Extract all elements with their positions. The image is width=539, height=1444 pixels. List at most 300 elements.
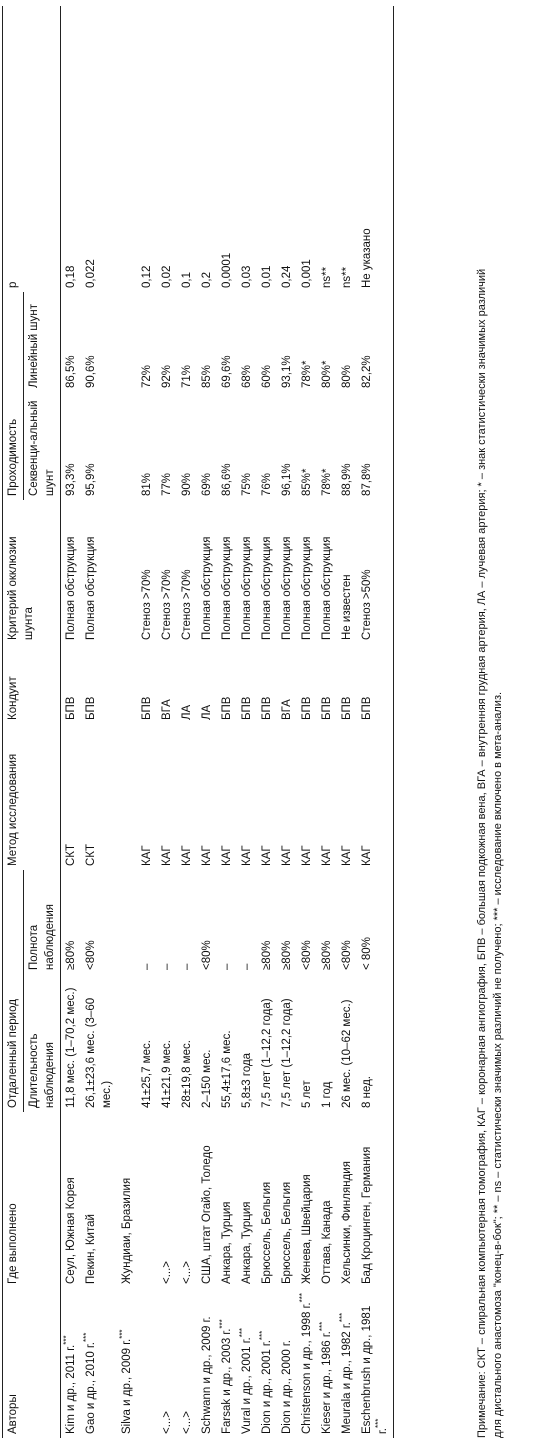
- cell-full-text: ≥80%: [321, 940, 333, 970]
- cell-full: [257, 870, 277, 974]
- cell-p: [317, 6, 337, 292]
- cell-p: [337, 6, 357, 292]
- cell-place: [217, 1112, 237, 1288]
- cell-p-text: 0,0001: [221, 252, 233, 288]
- table-row: [337, 6, 357, 1438]
- cell-method-text: КАГ: [341, 845, 353, 866]
- results-table: [2, 6, 394, 1438]
- cell-lin-text: 80%*: [321, 360, 333, 388]
- cell-seq-text: 87,8%: [361, 463, 373, 496]
- cell-method-text: КАГ: [321, 845, 333, 866]
- cell-author: [197, 1288, 217, 1438]
- cell-duration: [157, 974, 177, 1112]
- cell-duration-text: 26,1±23,6 мес. (3–60 мес.): [85, 997, 113, 1108]
- cell-seq-text: 95,9%: [85, 463, 97, 496]
- cell-seq: [157, 392, 177, 500]
- cell-lin-text: 78%*: [301, 360, 313, 388]
- cell-criteria: [297, 500, 317, 644]
- cell-method: [277, 724, 297, 870]
- cell-author: [257, 1288, 277, 1438]
- cell-criteria-text: Стеноз >70%: [181, 569, 193, 640]
- cell-duration-text: 5,8±3 года: [241, 1052, 253, 1108]
- cell-place-text: Брюссель, Бельгия: [281, 1181, 293, 1284]
- cell-criteria-text: Стеноз >50%: [361, 569, 373, 640]
- cell-duration: [297, 974, 317, 1112]
- cell-author-text: Meurala и др., 1982 г.: [341, 1322, 353, 1434]
- table-row: [197, 6, 217, 1438]
- cell-author-text: <...>: [181, 1410, 193, 1434]
- cell-author-text: <...>: [161, 1410, 173, 1434]
- cell-author: [237, 1288, 257, 1438]
- cell-conduit-text: БПВ: [261, 696, 273, 720]
- cell-method: [337, 724, 357, 870]
- cell-conduit: [357, 644, 394, 724]
- cell-p: [237, 6, 257, 292]
- cell-lin-text: 93,1%: [281, 355, 293, 388]
- cell-seq-text: 81%: [141, 472, 153, 496]
- cell-lin: [257, 292, 277, 392]
- header-linear: Линейный шунт: [24, 292, 61, 392]
- cell-author: [177, 1288, 197, 1438]
- cell-lin: [357, 292, 394, 392]
- cell-place: [81, 1112, 117, 1288]
- table-row: [61, 6, 82, 1438]
- cell-author: [317, 1288, 337, 1438]
- cell-seq: [81, 392, 117, 500]
- cell-seq: [357, 392, 394, 500]
- cell-seq-text: 77%: [161, 472, 173, 496]
- cell-p: [197, 6, 217, 292]
- header-criteria: Критерий окклюзии шунта: [3, 500, 61, 644]
- table-note: [474, 6, 506, 1438]
- cell-duration: [197, 974, 217, 1112]
- table-row: [357, 6, 394, 1438]
- cell-duration: [117, 974, 137, 1112]
- cell-p-text: 0,18: [65, 265, 77, 288]
- cell-author-mark: ***: [218, 1319, 228, 1329]
- cell-p: [217, 6, 237, 292]
- table-row: [81, 6, 117, 1438]
- cell-method: [157, 724, 177, 870]
- cell-place: [61, 1112, 82, 1288]
- cell-method: [177, 724, 197, 870]
- cell-full: [61, 870, 82, 974]
- cell-lin: [237, 292, 257, 392]
- cell-full-text: <80%: [341, 940, 353, 970]
- cell-author-text: Dion и др., 2000 г.: [281, 1340, 293, 1434]
- cell-method-text: КАГ: [301, 845, 313, 866]
- cell-p: [357, 6, 394, 292]
- cell-method-text: КАГ: [161, 845, 173, 866]
- cell-p-text: ns**: [341, 266, 353, 288]
- note-line-2: для дистального анастомоза "конец-в-бок"; ** – ns – статистически значимых различий не получено; *** – исследование включено в мета-анализ.: [492, 691, 504, 1438]
- cell-full-text: –: [181, 963, 193, 970]
- header-p: p: [3, 6, 61, 292]
- cell-author: [357, 1288, 394, 1438]
- cell-duration: [357, 974, 394, 1112]
- cell-place-text: <...>: [181, 1260, 193, 1284]
- cell-seq-text: 76%: [261, 472, 273, 496]
- cell-author: [297, 1288, 317, 1438]
- cell-place: [117, 1112, 137, 1288]
- cell-duration-text: 7,5 лет (1–12,2 года): [281, 998, 293, 1108]
- cell-author-mark: ***: [374, 1418, 384, 1428]
- cell-full: [237, 870, 257, 974]
- cell-conduit: [137, 644, 157, 724]
- cell-criteria-text: Полная обструкция: [201, 536, 213, 640]
- cell-place: [257, 1112, 277, 1288]
- cell-conduit: [117, 644, 137, 724]
- cell-p-text: 0,1: [181, 272, 193, 288]
- cell-duration-text: 41±25,7 мес.: [141, 1040, 153, 1108]
- cell-seq: [257, 392, 277, 500]
- cell-duration-text: 7,5 лет (1–12,2 года): [261, 998, 273, 1108]
- cell-seq-text: 90%: [181, 472, 193, 496]
- cell-p-text: Не указано: [361, 228, 373, 288]
- cell-criteria-text: Полная обструкция: [65, 536, 77, 640]
- cell-conduit: [277, 644, 297, 724]
- cell-lin: [337, 292, 357, 392]
- cell-method-text: КАГ: [221, 845, 233, 866]
- cell-seq-text: 78%*: [321, 468, 333, 496]
- cell-author-mark: ***: [62, 1335, 72, 1345]
- cell-conduit-text: БПВ: [65, 696, 77, 720]
- cell-conduit: [237, 644, 257, 724]
- cell-p: [81, 6, 117, 292]
- cell-seq-text: 93,3%: [65, 463, 77, 496]
- cell-author-mark: ***: [338, 1312, 348, 1323]
- cell-method: [317, 724, 337, 870]
- cell-place-text: Жундиаи, Бразилия: [121, 1177, 133, 1284]
- cell-conduit-text: БПВ: [361, 696, 373, 720]
- cell-full: [197, 870, 217, 974]
- cell-author: [137, 1288, 157, 1438]
- cell-conduit: [317, 644, 337, 724]
- cell-full-text: –: [221, 963, 233, 970]
- cell-lin: [317, 292, 337, 392]
- cell-conduit-text: БПВ: [341, 696, 353, 720]
- cell-author-mark: ***: [258, 1330, 268, 1341]
- cell-p-text: 0,2: [201, 272, 213, 288]
- cell-place-text: Бад Кроцинген, Германия: [361, 1146, 373, 1284]
- cell-full-text: –: [161, 963, 173, 970]
- cell-author-text: Kim и др., 2011 г.: [65, 1344, 77, 1434]
- cell-lin: [137, 292, 157, 392]
- cell-duration-text: 41±21,9 мес.: [161, 1040, 173, 1108]
- cell-duration-text: 5 лет: [301, 1080, 313, 1108]
- cell-place: [337, 1112, 357, 1288]
- cell-criteria-text: Полная обструкция: [281, 536, 293, 640]
- cell-lin-text: 85%: [201, 364, 213, 388]
- cell-conduit-text: БПВ: [141, 696, 153, 720]
- cell-seq: [217, 392, 237, 500]
- cell-criteria-text: Полная обструкция: [321, 536, 333, 640]
- cell-conduit-text: БПВ: [85, 696, 97, 720]
- cell-method: [137, 724, 157, 870]
- cell-duration: [81, 974, 117, 1112]
- cell-lin: [61, 292, 82, 392]
- cell-place-text: Женева, Швейцария: [301, 1174, 313, 1284]
- cell-author: [61, 1288, 82, 1438]
- table-row: [177, 6, 197, 1438]
- cell-author-text: Eschenbrush и др., 1981 г.: [361, 1305, 389, 1434]
- cell-place: [237, 1112, 257, 1288]
- cell-place-text: Сеул, Южная Корея: [65, 1177, 77, 1284]
- cell-seq: [137, 392, 157, 500]
- cell-place-text: Оттава, Канада: [321, 1200, 333, 1284]
- cell-criteria: [237, 500, 257, 644]
- cell-seq: [197, 392, 217, 500]
- cell-p: [257, 6, 277, 292]
- cell-author-text: Christenson и др., 1998 г.: [301, 1302, 313, 1434]
- cell-place-text: США, штат Огайо, Толедо: [201, 1145, 213, 1284]
- cell-conduit: [61, 644, 82, 724]
- cell-full-text: –: [241, 963, 253, 970]
- cell-author: [277, 1288, 297, 1438]
- cell-method: [61, 724, 82, 870]
- cell-duration-text: 26 мес. (10–62 мес.): [341, 999, 353, 1108]
- cell-author-text: Gao и др., 2010 г.: [85, 1341, 97, 1434]
- table-row: [297, 6, 317, 1438]
- cell-place-text: <...>: [161, 1260, 173, 1284]
- header-authors: Авторы: [3, 1288, 61, 1438]
- cell-full-text: <80%: [85, 940, 97, 970]
- cell-method-text: СКТ: [65, 843, 77, 866]
- cell-duration: [277, 974, 297, 1112]
- cell-duration-text: 28±19,8 мес.: [181, 1040, 193, 1108]
- cell-lin-text: 86,5%: [65, 355, 77, 388]
- cell-full: [117, 870, 137, 974]
- cell-conduit: [157, 644, 177, 724]
- cell-criteria-text: Полная обструкция: [85, 536, 97, 640]
- cell-lin: [117, 292, 137, 392]
- cell-conduit-text: БПВ: [221, 696, 233, 720]
- cell-method: [357, 724, 394, 870]
- cell-author: [117, 1288, 137, 1438]
- cell-criteria: [317, 500, 337, 644]
- cell-full: [317, 870, 337, 974]
- cell-criteria-text: Не известен: [341, 574, 353, 640]
- cell-full: [137, 870, 157, 974]
- cell-conduit: [217, 644, 237, 724]
- cell-place-text: Анкара, Турция: [221, 1201, 233, 1284]
- header-completeness: Полнота наблюдения: [24, 870, 61, 974]
- cell-seq-text: 75%: [241, 472, 253, 496]
- cell-duration-text: 11,8 мес. (1–70,2 мес.): [65, 987, 77, 1108]
- cell-place: [317, 1112, 337, 1288]
- header-patency: Проходимость: [3, 292, 24, 500]
- cell-criteria: [61, 500, 82, 644]
- cell-author-text: Schwann и др., 2009 г.: [201, 1316, 213, 1434]
- cell-full: [337, 870, 357, 974]
- cell-p: [157, 6, 177, 292]
- cell-lin-text: 80%: [341, 364, 353, 388]
- cell-p-text: 0,01: [261, 265, 273, 288]
- cell-duration: [61, 974, 82, 1112]
- table-row: [237, 6, 257, 1438]
- cell-criteria: [357, 500, 394, 644]
- cell-seq: [177, 392, 197, 500]
- cell-seq: [297, 392, 317, 500]
- cell-lin: [297, 292, 317, 392]
- cell-seq: [337, 392, 357, 500]
- cell-author: [81, 1288, 117, 1438]
- cell-conduit-text: ЛА: [181, 704, 193, 720]
- cell-conduit-text: ВГА: [281, 699, 293, 720]
- cell-author-text: Farsak и др., 2003 г.: [221, 1328, 233, 1434]
- table-row: [137, 6, 157, 1438]
- cell-criteria: [337, 500, 357, 644]
- cell-place-text: Пекин, Китай: [85, 1214, 97, 1284]
- cell-method: [81, 724, 117, 870]
- cell-seq: [117, 392, 137, 500]
- cell-criteria-text: Полная обструкция: [301, 536, 313, 640]
- cell-author: [217, 1288, 237, 1438]
- cell-method-text: СКТ: [85, 843, 97, 866]
- cell-criteria: [217, 500, 237, 644]
- cell-author-mark: ***: [118, 1329, 128, 1339]
- cell-duration: [317, 974, 337, 1112]
- cell-method-text: КАГ: [141, 845, 153, 866]
- cell-author: [337, 1288, 357, 1438]
- cell-duration: [337, 974, 357, 1112]
- cell-full-text: ≥80%: [261, 940, 273, 970]
- cell-method-text: КАГ: [361, 845, 373, 866]
- cell-author-text: Dion и др., 2001 г.: [261, 1340, 273, 1434]
- cell-seq: [317, 392, 337, 500]
- cell-author-mark: ***: [238, 1327, 248, 1338]
- cell-method-text: КАГ: [181, 845, 193, 866]
- cell-method: [197, 724, 217, 870]
- cell-full-text: ≥80%: [65, 940, 77, 970]
- cell-p-text: 0,022: [85, 259, 97, 288]
- cell-duration: [237, 974, 257, 1112]
- cell-lin: [217, 292, 237, 392]
- header-method: Метод исследования: [3, 724, 61, 870]
- table-row: [317, 6, 337, 1438]
- cell-seq-text: 85%*: [301, 468, 313, 496]
- cell-place-text: Анкара, Турция: [241, 1201, 253, 1284]
- cell-lin: [157, 292, 177, 392]
- cell-p-text: ns**: [321, 266, 333, 288]
- cell-lin-text: 92%: [161, 364, 173, 388]
- cell-full: [81, 870, 117, 974]
- cell-conduit: [177, 644, 197, 724]
- cell-lin-text: 68%: [241, 364, 253, 388]
- cell-lin: [177, 292, 197, 392]
- cell-full: [177, 870, 197, 974]
- header-place: Где выполнено: [3, 1112, 61, 1288]
- cell-duration: [177, 974, 197, 1112]
- table-row: [257, 6, 277, 1438]
- cell-place-text: Хельсинки, Финляндия: [341, 1161, 353, 1284]
- cell-p: [177, 6, 197, 292]
- cell-seq-text: 88,9%: [341, 463, 353, 496]
- cell-full-text: <80%: [301, 940, 313, 970]
- cell-duration-text: 55,4±17,6 мес.: [221, 1030, 233, 1108]
- cell-duration-text: 1 год: [321, 1081, 333, 1108]
- cell-criteria: [277, 500, 297, 644]
- cell-criteria-text: Стеноз >70%: [161, 569, 173, 640]
- cell-place: [297, 1112, 317, 1288]
- cell-conduit: [257, 644, 277, 724]
- cell-author-text: Silva и др., 2009 г.: [121, 1338, 133, 1434]
- cell-conduit: [337, 644, 357, 724]
- cell-method: [257, 724, 277, 870]
- cell-seq-text: 86,6%: [221, 463, 233, 496]
- cell-duration: [257, 974, 277, 1112]
- cell-lin-text: 71%: [181, 364, 193, 388]
- cell-author-mark: ***: [298, 1293, 308, 1303]
- cell-lin-text: 69,6%: [221, 355, 233, 388]
- cell-lin: [197, 292, 217, 392]
- cell-full-text: ≥80%: [281, 940, 293, 970]
- cell-p: [297, 6, 317, 292]
- cell-p-text: 0,001: [301, 259, 313, 288]
- cell-seq: [61, 392, 82, 500]
- cell-conduit-text: ВГА: [161, 699, 173, 720]
- cell-criteria: [81, 500, 117, 644]
- cell-conduit-text: БПВ: [321, 696, 333, 720]
- cell-full-text: < 80%: [361, 937, 373, 970]
- cell-duration: [217, 974, 237, 1112]
- cell-lin-text: 60%: [261, 364, 273, 388]
- cell-method: [237, 724, 257, 870]
- cell-criteria-text: Полная обструкция: [261, 536, 273, 640]
- cell-author-text: Vural и др., 2001 г.: [241, 1337, 253, 1434]
- header-conduit: Кондуит: [3, 644, 61, 724]
- cell-seq: [237, 392, 257, 500]
- cell-author-mark: ***: [318, 1321, 328, 1332]
- cell-full-text: –: [141, 963, 153, 970]
- cell-p-text: 0,24: [281, 265, 293, 288]
- cell-criteria: [137, 500, 157, 644]
- cell-seq-text: 96,1%: [281, 463, 293, 496]
- cell-p-text: 0,12: [141, 265, 153, 288]
- cell-full: [297, 870, 317, 974]
- cell-seq-text: 69%: [201, 472, 213, 496]
- cell-full: [357, 870, 394, 974]
- table-row: [117, 6, 137, 1438]
- cell-method: [297, 724, 317, 870]
- cell-place-text: Брюссель, Бельгия: [261, 1181, 273, 1284]
- cell-criteria: [177, 500, 197, 644]
- cell-lin-text: 90,6%: [85, 355, 97, 388]
- table-row: [217, 6, 237, 1438]
- table-row: [277, 6, 297, 1438]
- cell-place: [157, 1112, 177, 1288]
- cell-author: [157, 1288, 177, 1438]
- cell-method-text: КАГ: [281, 845, 293, 866]
- header-sequential: Секвенци-альный шунт: [24, 392, 61, 500]
- cell-seq: [277, 392, 297, 500]
- table-row: [157, 6, 177, 1438]
- cell-lin-text: 82,2%: [361, 355, 373, 388]
- cell-criteria-text: Полная обструкция: [221, 536, 233, 640]
- cell-full: [277, 870, 297, 974]
- cell-criteria: [197, 500, 217, 644]
- cell-p-text: 0,03: [241, 265, 253, 288]
- cell-place: [277, 1112, 297, 1288]
- cell-conduit: [81, 644, 117, 724]
- cell-conduit: [197, 644, 217, 724]
- cell-criteria: [117, 500, 137, 644]
- table-body: [61, 6, 394, 1438]
- cell-place: [177, 1112, 197, 1288]
- cell-p-text: 0,02: [161, 265, 173, 288]
- cell-p: [61, 6, 82, 292]
- cell-conduit-text: БПВ: [241, 696, 253, 720]
